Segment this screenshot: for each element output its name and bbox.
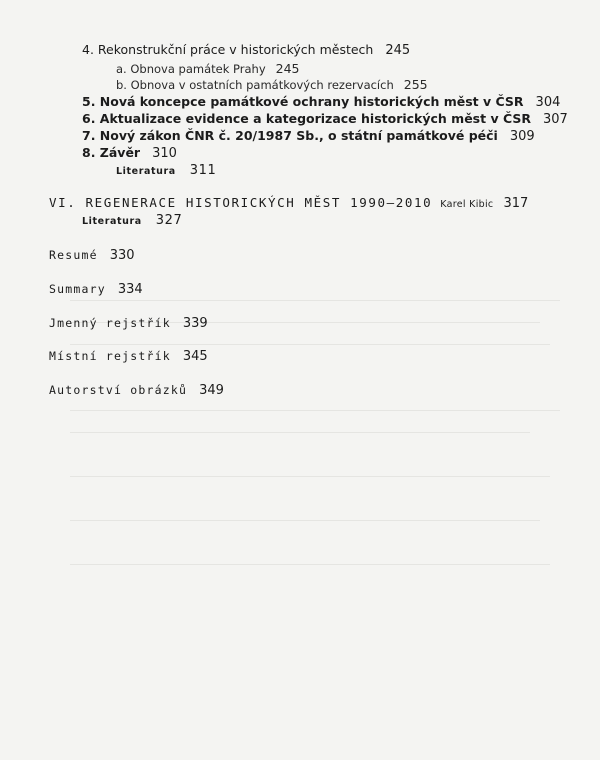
toc-entry-page: 307 <box>542 112 568 127</box>
toc-section-vi-literatura[interactable] <box>82 213 182 228</box>
toc-entry-text: Resumé <box>49 248 98 262</box>
toc-entry-rekonstrukcni-prace[interactable] <box>82 42 410 58</box>
bleed-through-line <box>70 564 550 565</box>
toc-entry-page: 245 <box>275 61 300 76</box>
bleed-through-line <box>70 476 550 477</box>
toc-entry-text: a. Obnova památek Prahy <box>116 62 266 76</box>
bleed-through-line <box>70 410 560 411</box>
toc-entry-page: 310 <box>152 146 177 161</box>
toc-entry-text: Jmenný rejstřík <box>49 316 171 330</box>
section-page: 317 <box>503 196 529 211</box>
toc-entry-text: Summary <box>49 282 106 296</box>
toc-entry-page: 255 <box>403 77 428 92</box>
toc-entry-page: 245 <box>385 43 411 58</box>
toc-subentry-obnova-prahy[interactable] <box>116 61 300 76</box>
toc-entry-text: b. Obnova v ostatních památkových rezervacích <box>116 78 394 92</box>
toc-back-resume[interactable] <box>49 248 135 263</box>
toc-entry-literatura[interactable] <box>116 163 216 178</box>
toc-entry-text: Autorství obrázků <box>49 383 188 397</box>
toc-entry-text: 6. Aktualizace evidence a kategorizace historických měst v ČSR <box>82 111 531 126</box>
toc-entry-page: 349 <box>199 383 224 398</box>
toc-section-vi[interactable] <box>49 195 528 211</box>
toc-entry-aktualizace-evidence[interactable] <box>82 111 568 127</box>
toc-back-autorstvi-obrazku[interactable] <box>49 383 224 398</box>
toc-back-jmenny-rejstrik[interactable] <box>49 316 208 331</box>
toc-back-mistni-rejstrik[interactable] <box>49 349 208 364</box>
toc-entry-text: Literatura <box>82 216 142 227</box>
toc-subentry-obnova-rezervaci[interactable] <box>116 77 428 92</box>
toc-entry-page: 309 <box>509 129 535 144</box>
toc-entry-text: Literatura <box>116 166 176 177</box>
toc-entry-zaver[interactable] <box>82 145 177 161</box>
toc-entry-page: 345 <box>182 349 208 364</box>
toc-entry-page: 311 <box>189 163 217 178</box>
toc-entry-page: 304 <box>535 95 561 110</box>
bleed-through-line <box>70 520 540 521</box>
toc-entry-text: 7. Nový zákon ČNR č. 20/1987 Sb., o státní památkové péči <box>82 128 498 143</box>
toc-entry-nova-koncepce[interactable] <box>82 94 560 110</box>
section-author: Karel Kibic <box>440 199 494 210</box>
bleed-through-line <box>70 432 530 433</box>
toc-entry-page: 327 <box>155 213 183 228</box>
toc-entry-text: 4. Rekonstrukční práce v historických městech <box>82 42 374 57</box>
toc-entry-text: Místní rejstřík <box>49 349 171 363</box>
toc-entry-page: 330 <box>109 248 135 263</box>
toc-entry-text: 8. Závěr <box>82 145 141 160</box>
toc-back-summary[interactable] <box>49 282 143 297</box>
toc-entry-page: 334 <box>117 282 143 297</box>
toc-entry-page: 339 <box>182 316 208 331</box>
toc-entry-novy-zakon[interactable] <box>82 128 535 144</box>
bleed-through-line <box>70 344 550 345</box>
section-title: VI. REGENERACE HISTORICKÝCH MĚST 1990–2010 <box>49 195 433 210</box>
toc-entry-text: 5. Nová koncepce památkové ochrany historických měst v ČSR <box>82 94 524 109</box>
bleed-through-line <box>70 300 560 301</box>
